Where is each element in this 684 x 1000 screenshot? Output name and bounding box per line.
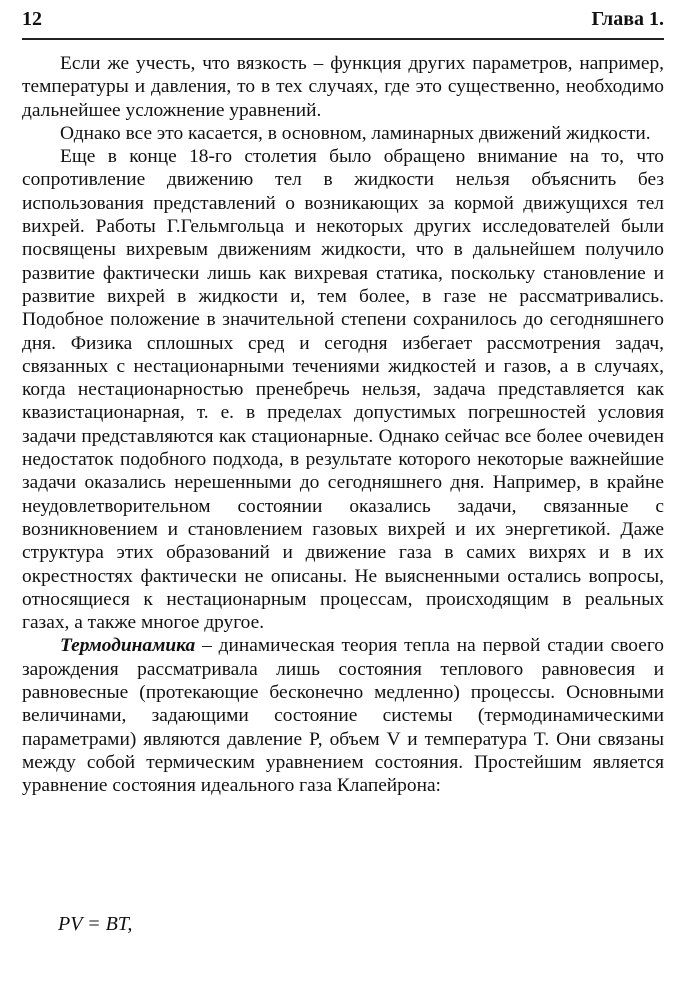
clapeyron-equation: PV = BT, — [58, 913, 133, 935]
chapter-title: Глава 1. — [591, 8, 664, 30]
paragraph-thermodynamics — [22, 634, 664, 797]
paragraph-vortices: Еще в конце 18-го столетия было обращено внимание на то, что сопротивление движению тел в жидкости нельзя объяснить без использования представлений о возникающих за кормой движущихся тел вихрей. Работы Г.Гельмгольца и некоторых других исследователей были посвящены вихревым движениям жидкости, что в дальнейшем получило развитие фактически лишь как вихревая статика, поскольку становление и развитие вихрей в жидкости и, тем более, в газе не рассматривались. Подобное положение в значительной степени сохранилось до сегодняшнего дня. Физика сплошных сред и сегодня избегает рассмотрения задач, связанных с нестационарными течениями жидкостей и газов, а в случаях, когда нестационарностью пренебречь нельзя, задача представляется как квазистационарная, т. е. в пределах допустимых погрешностей условия задачи представляются как стационарные. Однако сейчас все более очевиден недостаток подобного подхода, в результате которого некоторые важнейшие задачи оказались нерешенными до сегодняшнего дня. Например, в крайне неудовлетворительном состоянии оказались задачи, связанные с возникновением и становлением газовых вихрей и их энергетикой. Даже структура этих образований и движение газа в самих вихрях и в их окрестностях фактически не описаны. Не выясненными остались вопросы, относящиеся к нестационарным процессам, происходящим в реальных газах, а также многое другое. — [22, 146, 664, 634]
paragraph-viscosity: Если же учесть, что вязкость – функция других параметров, например, температуры и давления, то в тех случаях, где это существенно, необходимо дальнейшее усложнение уравнений. — [22, 53, 664, 121]
page-number: 12 — [22, 8, 42, 30]
term-thermodynamics: Термодинамика — [60, 635, 196, 657]
page-body — [22, 52, 664, 798]
paragraph-laminar: Однако все это касается, в основном, ламинарных движений жидкости. — [60, 122, 651, 144]
thermodynamics-text: – динамическая теория тепла на первой стадии своего зарождения рассматривала лишь состояния теплового равновесия и равновесные (протекающие бесконечно медленно) процессы. Основными величинами, задающими состояние системы (термодинамическими параметрами) являются давление P, объем V и температура T. Они связаны между собой термическим уравнением состояния. Простейшим является уравнение состояния идеального газа Клапейрона: — [22, 635, 664, 797]
page-header — [22, 8, 664, 38]
header-rule — [22, 38, 664, 40]
